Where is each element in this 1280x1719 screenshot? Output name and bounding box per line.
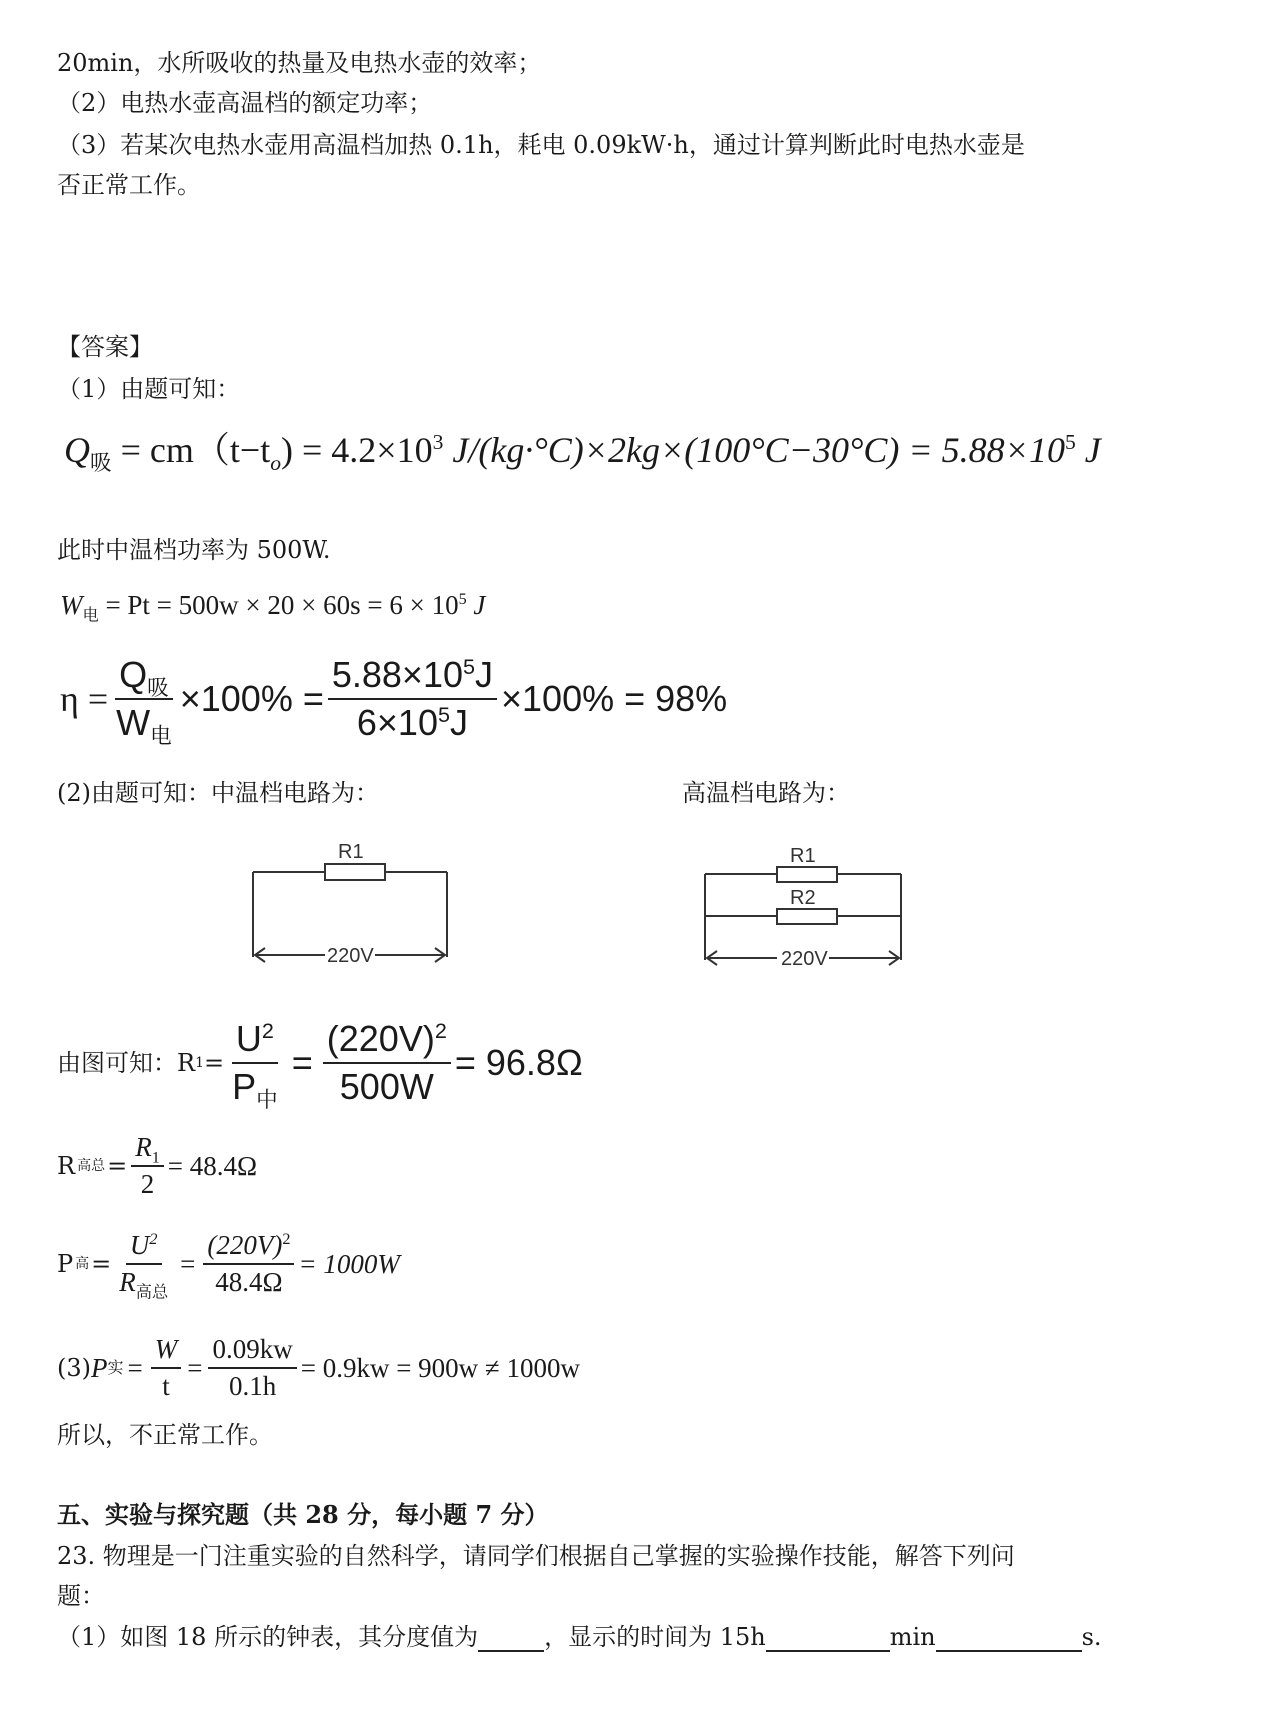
efficiency-fraction-1: $\frac{Q_吸}{W_电}$: [116, 654, 172, 749]
question-23-line-2: 题：: [57, 1582, 105, 1610]
section-5-heading: 五、实验与探究题（共 28 分，每小题 7 分）: [57, 1500, 549, 1529]
actual-power-equation: (3) P 实 = $\frac{W}{t}$ = $\frac{0.09kw}{0.1h}$ = 0.9kw = 900w ≠ 1000w: [57, 1334, 581, 1401]
part1-intro: （1）由题可知：: [57, 375, 241, 403]
high-temperature-circuit-diagram: [697, 832, 912, 972]
efficiency-fraction-2: $\frac{5.88\times 10^5J}{6\times 10^5J}$: [328, 654, 497, 744]
division-value-blank[interactable]: [478, 1626, 544, 1652]
r-high-total-fraction: $\frac{R_1}{2}$: [131, 1132, 164, 1200]
high-circuit-label: 高温档电路为：: [682, 779, 850, 807]
problem-line-1: 20min，水所吸收的热量及电热水壶的效率；: [57, 49, 542, 77]
high-circuit-resistor-1-label: R1: [790, 845, 816, 867]
r1-fraction-2: $\frac{(220V)^2}{500W}$: [323, 1018, 451, 1108]
mid-temperature-circuit-diagram: [245, 832, 460, 967]
r-high-total-equation: R 高总 = $\frac{R_1}{2}$ = 48.4Ω: [57, 1132, 258, 1199]
mid-circuit-resistor-label: R1: [338, 841, 364, 863]
answer-heading: 【答案】: [57, 333, 153, 361]
seconds-blank[interactable]: [936, 1626, 1082, 1652]
question-23-line-1: 23. 物理是一门注重实验的自然科学，请同学们根据自己掌握的实验操作技能，解答下列问: [57, 1542, 1015, 1570]
efficiency-equation: η = $\frac{Q_吸}{W_电}$ ×100% = $\frac{5.88\times 10^5J}{6\times 10^5J}$ ×100% = 98%: [60, 654, 728, 749]
p-high-fraction-1: $\frac{U^2}{R_{高总}}$: [119, 1230, 169, 1302]
actual-power-fraction-1: $\frac{W}{t}$: [151, 1334, 182, 1402]
conclusion-text: 所以，不正常工作。: [57, 1421, 273, 1449]
actual-power-fraction-2: $\frac{0.09kw}{0.1h}$: [208, 1334, 296, 1402]
electric-work-equation: $W_电 = Pt = 500w \times 20 \times 60s = 6 \times 10^5$ J: [60, 590, 486, 625]
r1-equation: 由图可知：R 1 = $\frac{U^2}{P_中}$ = $\frac{(220V)^2}{500W}$ = 96.8Ω: [57, 1018, 583, 1113]
problem-question-3-line-1: （3）若某次电热水壶用高温档加热 0.1h，耗电 0.09kW·h，通过计算判断此时电热水壶是: [57, 131, 1025, 159]
mid-power-text: 此时中温档功率为 500W.: [57, 536, 331, 564]
p-high-equation: P 高 = $\frac{U^2}{R_{高总}}$ = $\frac{(220V)^2}{48.4\Omega}$ = 1000W: [57, 1230, 400, 1302]
problem-question-3-line-2: 否正常工作。: [57, 171, 201, 199]
r1-fraction-1: $\frac{U^2}{P_中}$: [232, 1018, 278, 1113]
p-high-fraction-2: $\frac{(220V)^2}{48.4\Omega}$: [203, 1230, 294, 1298]
minutes-blank[interactable]: [766, 1626, 890, 1652]
mid-circuit-label: (2)由题可知：中温档电路为：: [57, 779, 379, 807]
heat-absorbed-equation: $Q_吸 = cm(t-t_o) = 4.2\times 10^3$ $J/(kg\cdot^\circ C)\times 2kg\times(100^\circ C-30^\circ C) = 5.88\times 10^5$ J: [64, 430, 1101, 476]
problem-question-2: （2）电热水壶高温档的额定功率；: [57, 89, 433, 117]
high-circuit-resistor-2-label: R2: [790, 887, 816, 909]
high-circuit-voltage-label: 220V: [781, 948, 828, 970]
mid-circuit-voltage-label: 220V: [327, 945, 374, 967]
question-23-part-1: （1）如图 18 所示的钟表，其分度值为 ，显示的时间为 15h min s.: [57, 1623, 1102, 1651]
